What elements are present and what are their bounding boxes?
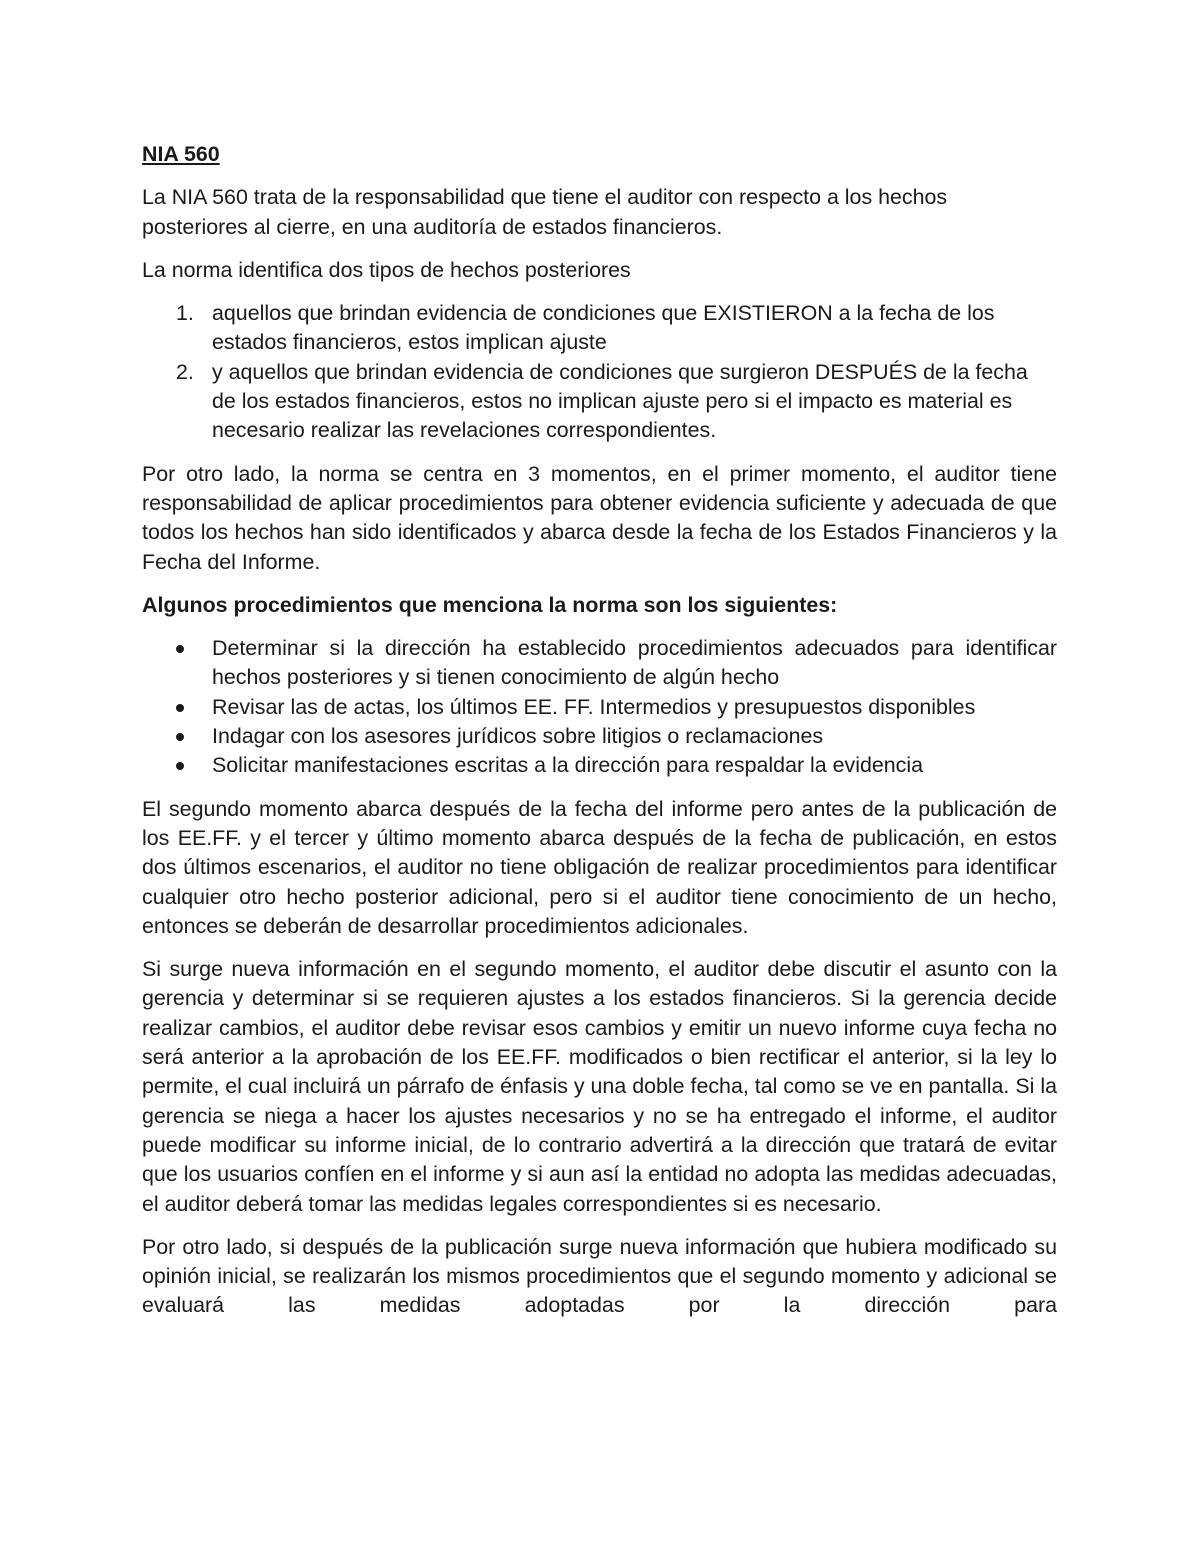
after-publication-paragraph: Por otro lado, si después de la publicación surge nueva información que hubiera modificado su opinión inicial, se realizarán los mismos procedimientos que el segundo momento y adicional se evaluará las medidas adoptadas por la dirección para (142, 1234, 1057, 1318)
bullet-icon (176, 733, 184, 741)
list-item-text: Revisar las de actas, los últimos EE. FF. Intermedios y presupuestos disponibles (212, 694, 976, 719)
bullet-icon (176, 645, 184, 653)
procedures-list (142, 634, 1057, 780)
list-item (142, 634, 1057, 693)
list-item (142, 693, 1057, 722)
list-item (142, 299, 1057, 358)
intro-paragraph: La NIA 560 trata de la responsabilidad que tiene el auditor con respecto a los hechos posteriores al cierre, en una auditoría de estados financieros. (142, 185, 948, 239)
list-item (142, 722, 1057, 751)
types-lead-paragraph: La norma identifica dos tipos de hechos posteriores (142, 257, 631, 282)
moments-paragraph: Por otro lado, la norma se centra en 3 momentos, en el primer momento, el auditor tiene responsabilidad de aplicar procedimientos para obtener evidencia suficiente y adecuada de que todos los hechos han sido identificados y abarca desde la fecha de los Estados Financieros y la Fecha del Informe. (142, 461, 1057, 574)
list-item-text: aquellos que brindan evidencia de condiciones que EXISTIERON a la fecha de los estados financieros, estos implican ajuste (212, 301, 995, 355)
bullet-icon (176, 704, 184, 712)
list-item-text: Solicitar manifestaciones escritas a la dirección para respaldar la evidencia (212, 753, 923, 778)
list-item-text: Determinar si la dirección ha establecido procedimientos adecuados para identificar hechos posteriores y si tienen conocimiento de algún hecho (212, 636, 1057, 690)
list-item (142, 751, 1057, 780)
document-title: NIA 560 (142, 142, 220, 166)
list-number: 2. (176, 359, 194, 384)
new-info-paragraph: Si surge nueva información en el segundo momento, el auditor debe discutir el asunto con la gerencia y determinar si se requieren ajustes a los estados financieros. Si la gerencia decide realizar cambios, el auditor debe revisar esos cambios y emitir un nuevo informe cuya fecha no será anterior a la aprobación de los EE.FF. modificados o bien rectificar el anterior, si la ley lo permite, el cual incluirá un párrafo de énfasis y una doble fecha, tal como se ve en pantalla. Si la gerencia se niega a hacer los ajustes necesarios y no se ha entregado el informe, el auditor puede modificar su informe inicial, de lo contrario advertirá a la dirección que tratará de evitar que los usuarios confíen en el informe y si aun así la entidad no adopta las medidas adecuadas, el auditor deberá tomar las medidas legales correspondientes si es necesario. (142, 957, 1057, 1216)
bullet-icon (176, 762, 184, 770)
second-moment-paragraph: El segundo momento abarca después de la fecha del informe pero antes de la publicación de los EE.FF. y el tercer y último momento abarca después de la fecha de publicación, en estos dos últimos escenarios, el auditor no tiene obligación de realizar procedimientos para identificar cualquier otro hecho posterior adicional, pero si el auditor tiene conocimiento de un hecho, entonces se deberán de desarrollar procedimientos adicionales. (142, 796, 1057, 938)
list-item-text: y aquellos que brindan evidencia de condiciones que surgieron DESPUÉS de la fecha de los estados financieros, estos no implican ajuste pero si el impacto es material es necesario realizar las revelaciones correspondientes. (212, 359, 1028, 443)
list-number: 1. (176, 301, 194, 326)
list-item-text: Indagar con los asesores jurídicos sobre litigios o reclamaciones (212, 724, 824, 749)
types-list (142, 299, 1057, 445)
document-page (142, 140, 1057, 1335)
list-item (142, 358, 1057, 446)
procedures-heading: Algunos procedimientos que menciona la norma son los siguientes: (142, 592, 838, 617)
